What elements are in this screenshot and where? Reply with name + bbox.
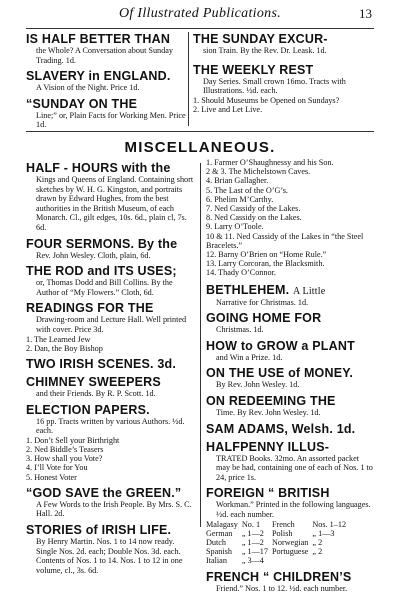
header-title: Of Illustrated Publications. <box>118 6 281 21</box>
entry: TWO IRISH SCENES. 3d. <box>26 356 177 371</box>
entry: GOING HOME FOR Christmas. 1d. <box>206 311 322 335</box>
column-divider <box>188 32 189 126</box>
entry: “SUNDAY ON THE Line;” or, Plain Facts for Working Men. Price 1d. <box>26 96 186 130</box>
entry: HALF - HOURS with the Kings and Queens of England. Containing short sketches by W. H. G. Kingston, and portraits drawn by Edward Hughes, from the best authorities in the British Museum, of each Monarch. Cl., gilt edges, 10s. 6d., plain cl, 7s. 6d. <box>26 161 194 232</box>
entry: CHIMNEY SWEEPERS and their Friends. By R. P. Scott. 1d. <box>26 374 161 398</box>
column-divider <box>200 163 201 527</box>
entry: SAM ADAMS, Welsh. 1d. <box>206 421 356 436</box>
left-column <box>26 162 196 580</box>
entry: ON REDEEMING THE Time. By Rev. John Wesley. 1d. <box>206 394 336 418</box>
page-header <box>0 6 400 24</box>
top-right-column <box>193 33 374 119</box>
section-rule <box>26 131 374 132</box>
entry: BETHLEHEM. A Little Narrative for Christmas. 1d. <box>206 282 326 307</box>
entry: SLAVERY in ENGLAND. A Vision of the Night. Price 1d. <box>26 69 171 93</box>
entry: ELECTION PAPERS. 16 pp. Tracts written by various Authors. ½d. each. 1. Don’t Sell your Birthright 2. Ned Biddle’s Teasers 3. How shall you Vote? 4. I’ll Vote for You 5. Honest Voter <box>26 402 185 482</box>
entry: HOW to GROW a PLANT and Win a Prize. 1d. <box>206 338 355 362</box>
entry: READINGS FOR THE Drawing-room and Lecture Hall. Well printed with cover. Price 3d. 1. The Learned Jew 2. Dan, the Boy Bishop <box>26 301 187 353</box>
entry: STORIES of IRISH LIFE. By Henry Martin. Nos. 1 to 14 now ready. Single Nos. 2d. each; Double Nos. 3d. each. Contents of Nos. 1 to 14. Nos. 1 to 12 in one volume, cl., 3s. 6d. <box>26 522 183 575</box>
entry: FRENCH “ CHILDREN’S Friend.” Nos. 1 to 12. ½d. each number. <box>206 569 352 593</box>
entry: THE ROD and ITS USES; or, Thomas Dodd and Bill Collins. By the Author of “My Flowers.” Cloth, 6d. <box>26 264 177 297</box>
top-left-column <box>26 33 186 135</box>
page-number: 13 <box>359 6 372 21</box>
entry: THE WEEKLY REST Day Series. Small crown 16mo. Tracts with Illustrations. ½d. each. 1. Should Museums be Opened on Sundays? 2. Live and Let Live. <box>193 62 346 114</box>
header-rule <box>26 28 374 29</box>
irish-contents-list: 1. Farmer O’Shaughnessy and his Son. 2 & 3. The Michelstown Caves. 4. Brian Gallagher. 5. The Last of the O’G’s. 6. Phelim M’Carthy. 7. Ned Cassidy of the Lakes. 8. Ned Cassidy on the Lakes. 9. Larry O’Toole. 10 & 11. Ned Cassidy of the Lakes in “the Steel Bracelets.” 12. Barny O’Brien on “Home Rule.” 13. Larry Corcoran, the Blacksmith. 14. Thady O’Connor. <box>206 158 364 278</box>
entry: “GOD SAVE the GREEN.” A Few Words to the Irish People. By Mrs. S. C. Hall. 2d. <box>26 485 192 519</box>
section-title: MISCELLANEOUS. <box>124 139 276 156</box>
languages-table: Malagasy No. 1 French Nos. 1–12 German „ 1—2 Polish „ 1—3 Dutch „ 1—2 Norwegian „ 2 Spanish „ 1—17 Portuguese „ 2 Italian „ 3—4 <box>206 519 347 566</box>
entry: IS HALF BETTER THAN the Whole? A Conversation about Sunday Trading. 1d. <box>26 32 173 65</box>
entry: ON THE USE of MONEY. By Rev. John Wesley. 1d. <box>206 366 354 390</box>
entry: HALFPENNY ILLUS- TRATED Books. 32mo. An assorted packet may be had, containing one of each of Nos. 1 to 24, price 1s. <box>206 439 373 482</box>
entry: FOREIGN “ BRITISH Workman.” Printed in the following languages. ½d. each number. Malagasy No. 1 French Nos. 1–12 German „ 1—2 Polish „ 1—3 Dutch „ 1—2 Norwegian „ 2 Spanish „ 1—17 Portuguese „ 2 Italian „ 3—4 <box>206 486 371 566</box>
right-column <box>206 158 374 598</box>
entry: FOUR SERMONS. By the Rev. John Wesley. Cloth, plain, 6d. <box>26 236 178 260</box>
entry: THE SUNDAY EXCUR- sion Train. By the Rev. Dr. Leask. 1d. <box>193 32 328 55</box>
